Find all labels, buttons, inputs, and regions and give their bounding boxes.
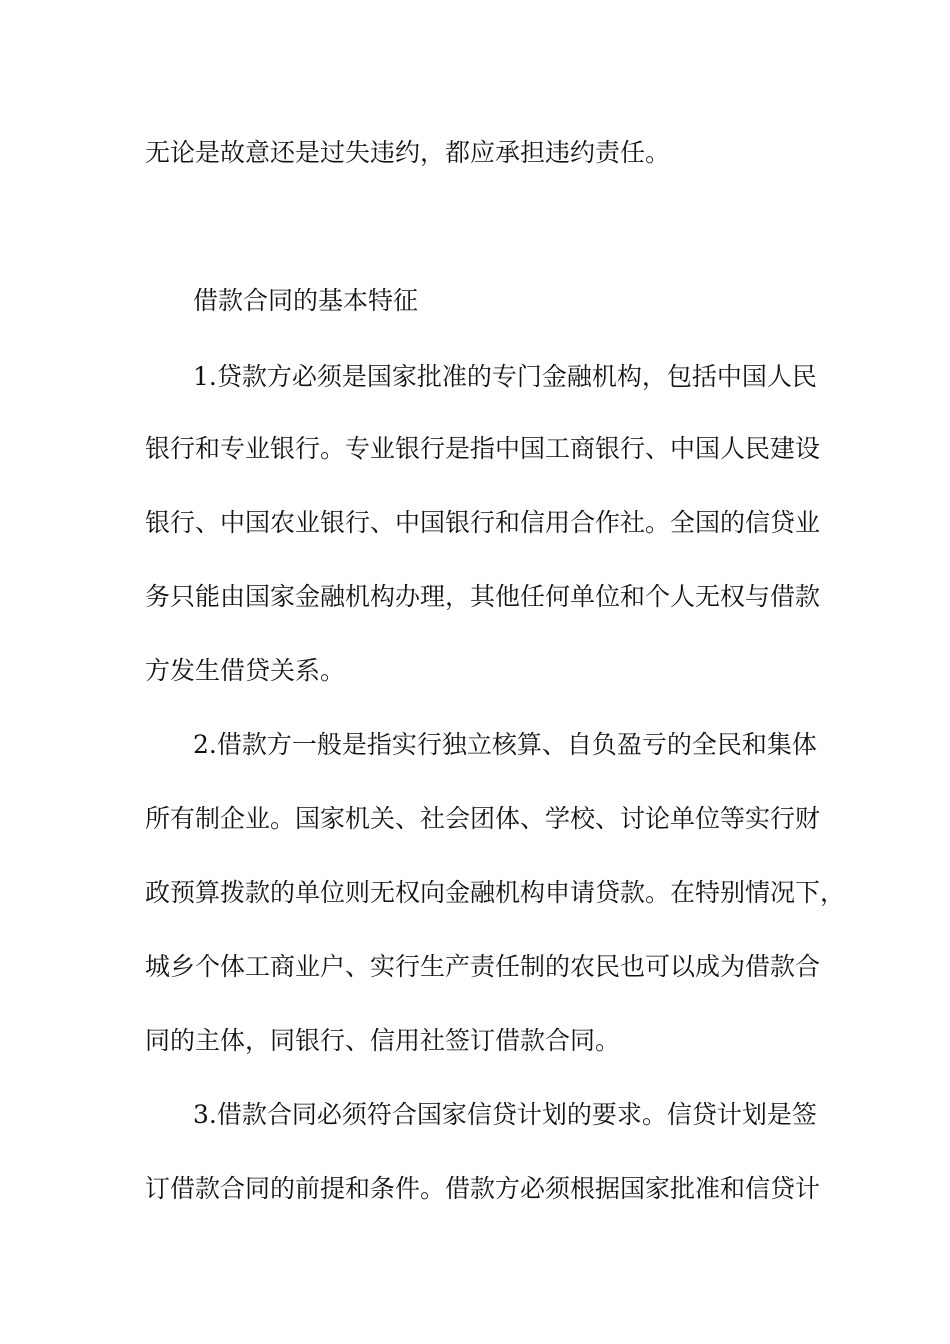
text-line-1: 无论是故意还是过失违约，都应承担违约责任。 <box>145 138 671 167</box>
text-line-10: 政预算拨款的单位则无权向金融机构申请贷款。在特别情况下， <box>145 878 846 907</box>
text-line-7: 方发生借贷关系。 <box>145 656 346 685</box>
text-line-11: 城乡个体工商业户、实行生产责任制的农民也可以成为借款合 <box>145 952 821 981</box>
text-line-12: 同的主体，同银行、信用社签订借款合同。 <box>145 1026 621 1055</box>
text-line-5: 银行、中国农业银行、中国银行和信用合作社。全国的信贷业 <box>145 508 821 537</box>
text-line-3: 1.贷款方必须是国家批准的专门金融机构，包括中国人民 <box>193 362 817 391</box>
text-line-4: 银行和专业银行。专业银行是指中国工商银行、中国人民建设 <box>145 434 821 463</box>
text-line-6: 务只能由国家金融机构办理，其他任何单位和个人无权与借款 <box>145 582 821 611</box>
section-heading: 借款合同的基本特征 <box>193 286 419 315</box>
text-line-8: 2.借款方一般是指实行独立核算、自负盈亏的全民和集体 <box>193 730 817 759</box>
text-line-9: 所有制企业。国家机关、社会团体、学校、讨论单位等实行财 <box>145 804 821 833</box>
text-line-14: 订借款合同的前提和条件。借款方必须根据国家批准和信贷计 <box>145 1174 821 1203</box>
text-line-13: 3.借款合同必须符合国家信贷计划的要求。信贷计划是签 <box>193 1100 817 1129</box>
